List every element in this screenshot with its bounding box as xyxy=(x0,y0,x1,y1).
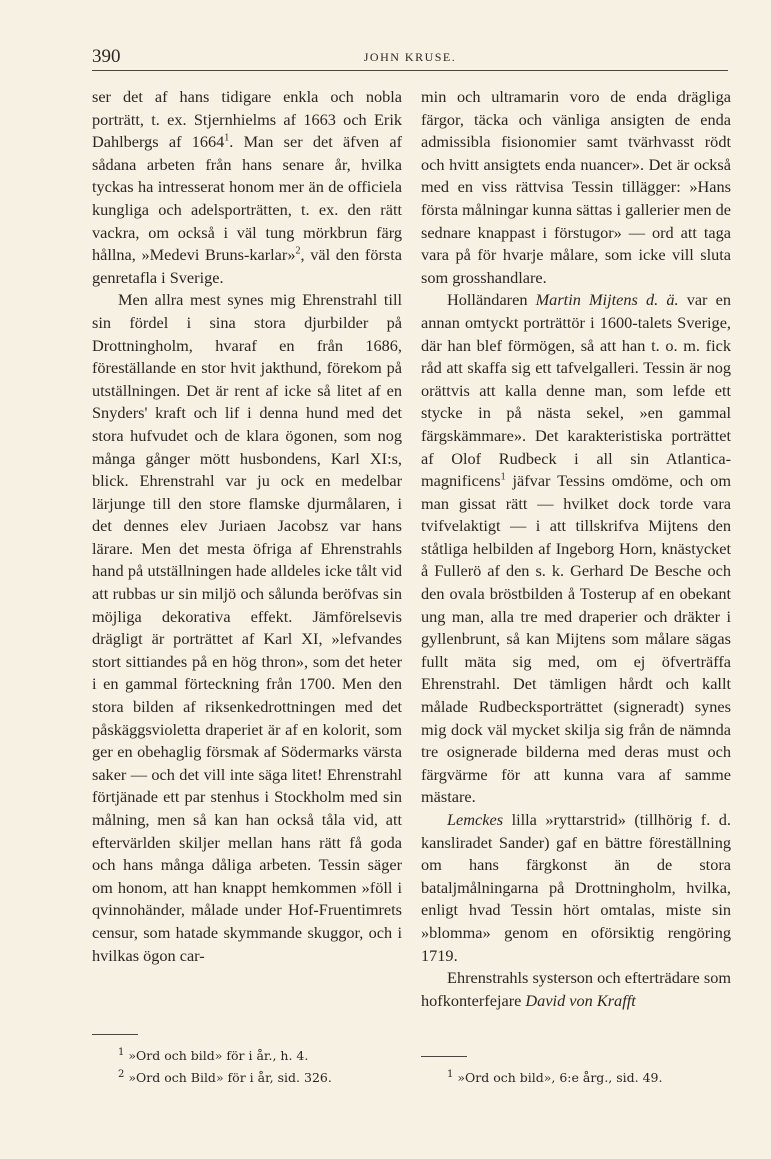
painter-name: Martin Mijtens d. ä. xyxy=(535,290,679,310)
footnote-ref: 2 xyxy=(295,245,301,257)
painter-name: Lemckes xyxy=(447,810,504,829)
page-header xyxy=(92,46,728,68)
paragraph: Lemckes lilla »ryttarstrid» (tillhörig f. d. kansliradet Sander) gaf en bättre föreställning om hans färgkonst än de stora bataljmålningarna på Drottningholm, hvilka, enligt hvad Tessin hört omtalas, miste sin »blomma» genom en oförsiktig rengöring 1719. xyxy=(421,810,731,965)
paragraph: Ehrenstrahls systerson och efterträdare som hofkonterfejare David von Krafft xyxy=(421,968,731,1010)
paragraph: min och ultramarin voro de enda drägliga färgor, täcka och vänliga ansigten de enda admissibla fisionomier samt tvärhvasst rödt och hvitt ansigtets enda nuancer». Det är också med en viss rättvisa Tessin tillägger: »Hans första målningar kunna sättas i gallerier men de sednare knappast i förstugor» — ord att taga vara på för hvarje målare, som icke vill sluta som grosshandlare. xyxy=(421,87,731,287)
footnote-ref: 1 xyxy=(500,471,506,483)
header-rule xyxy=(92,70,728,71)
left-column xyxy=(92,86,402,967)
paragraph: Men allra mest synes mig Ehrenstrahl till sin fördel i sina stora djurbilder på Drottningholm, hvaraf en från 1686, föreställande en stor hvit jakthund, förekom på utställningen. Det är rent af icke så litet af en Snyders' kraft och lif i denna hund med det stora hufvudet och de klara ögonen, som nog många gånger mött husbondens, Karl XI:s, blick. Ehrenstrahl var ju ock en medelbar lärjunge till den store flamske djurmålaren, i det dennes elev Juriaen Jacobsz var hans lärare. Men det mesta öfriga af Ehrenstrahls hand på utställningen hade alldeles icke tålt vid att rubbas ur sin miljö och sålunda beröfvas sin möjliga dekorativa effekt. Jämförelsevis drägligt är porträttet af Karl XI, »lefvandes stort sittiandes på en hög thron», som det heter i en gammal förteckning från 1700. Men den stora bilden af riksenkedrottningen med det påskäggsvioletta draperiet är af en kolorit, som ger en obehaglig försmak af Södermarks värsta saker — och det vill inte säga litet! Ehrenstrahl förtjänade ett par stenhus i Stockholm med sin målning, men så kan han också tåla vid, att eftervärlden skiljer mellan hans rätt få goda och hans många dåliga arbeten. Tessin säger om honom, att han knappt hemkommen »föll i qvinnohänder, målade under Hof-Fruentimrets censur, som hatade skymmande skuggor, och i hvilkas ögon car- xyxy=(92,290,402,965)
right-footnotes xyxy=(421,1040,731,1089)
footnote: $^1$ »Ord och bild», 6:e årg., sid. 49. xyxy=(447,1068,663,1085)
footnote-rule xyxy=(421,1056,467,1057)
running-title: JOHN KRUSE. xyxy=(363,50,457,64)
right-column xyxy=(421,86,731,1012)
footnote-rule xyxy=(92,1034,138,1035)
footnote: $^2$ »Ord och Bild» för i år, sid. 326. xyxy=(118,1068,332,1085)
footnote-ref: 1 xyxy=(224,132,230,144)
painter-name: David von Krafft xyxy=(525,990,636,1010)
page-number: 390 xyxy=(92,46,121,67)
footnote: $^1$ »Ord och bild» för i år., h. 4. xyxy=(118,1046,309,1063)
paragraph: ser det af hans tidigare enkla och nobla porträtt, t. ex. Stjernhielms af 1663 och Erik Dahlbergs af 1664$^1$. Man ser det äfven af sådana arbeten från hans senare år, hvilka tyckas ha intresserat honom mer än de officiela kungliga och adelsporträtten, t. ex. den rätt vackra, om också i väl tung mörkbrun färg hållna, »Medevi Bruns-karlar»$^2$, väl den första genretafla i Sverige. xyxy=(92,87,403,287)
paragraph: Holländaren Martin Mijtens d. ä. var en annan omtyckt porträttör i 1600-talets Sverige, där han blef förmögen, så att han t. o. m. fick råd att skaffa sig ett tafvelgalleri. Tessin är nog orättvis att kalla denne man, som lefde ett stycke in på nästa sekel, »en gammal färgskämmare». Det karakteristiska porträttet af Olof Rudbeck i all sin Atlantica-magnificens$^1$ jäfvar Tessins omdöme, och om man gissat rätt — hvilket dock torde vara tvifvelaktigt — i att tillskrifva Mijtens den ståtliga helbilden af Ingeborg Horn, knästycket å Fullerö af den s. k. Gerhard De Besche och den ovala bröstbilden å Tosterup af en obekant ung man, alla tre med draperier och dräkter i gyllenbrunt, så kan Mijtens som målare sägas fullt mäta sig med, om ej öfverträffa Ehrenstrahl. Det tämligen hårdt och kallt målade Rudbecksporträttet (signeradt) synes mig dock väl mycket skilja sig från de nämnda tre osignerade bilderna med deras must och färgvärme för att kunna vara af samme mästare. xyxy=(421,290,731,807)
left-footnotes xyxy=(92,1018,402,1089)
